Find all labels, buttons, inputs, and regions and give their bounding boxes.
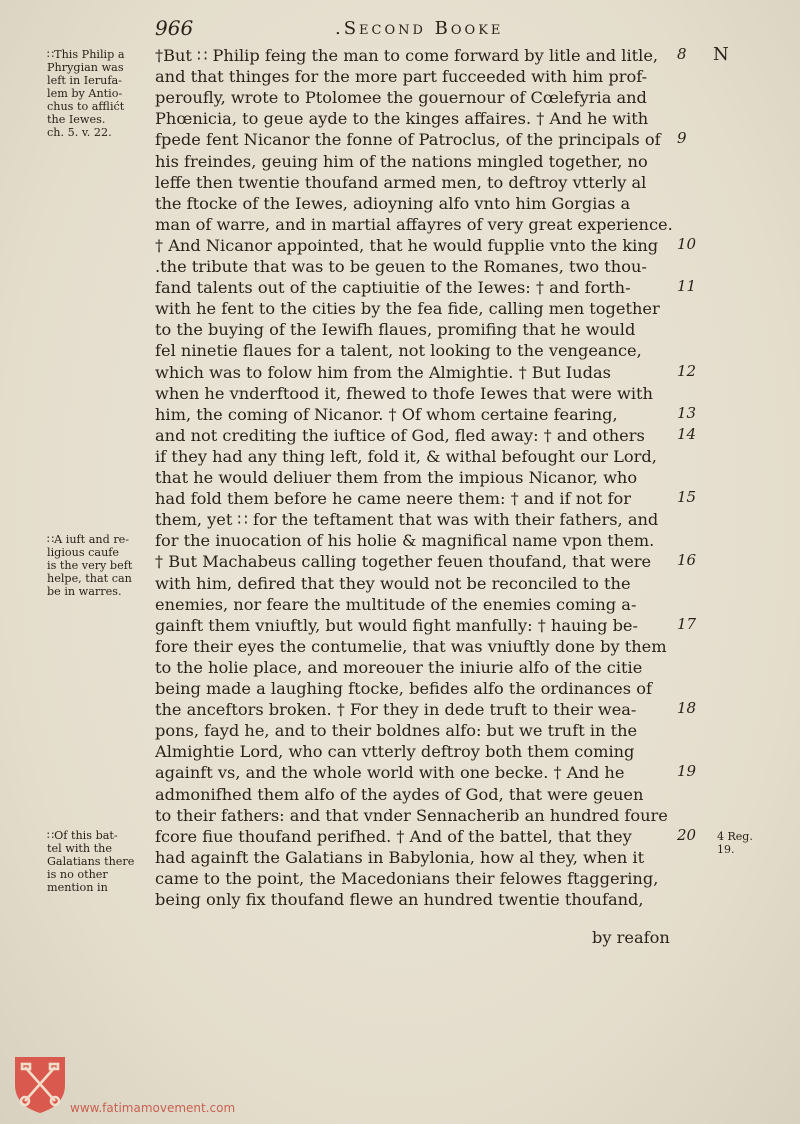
gloss-line: the Iewes. [47, 113, 106, 126]
verse-number: 16 [677, 551, 697, 570]
text-line: admonifhed them alfo of the aydes of God, that were geuen [155, 784, 644, 804]
text-line: peroufly, wrote to Ptolomee the gouernour of Cœlefyria and [155, 88, 647, 108]
gloss-line: ligious caufe [47, 546, 120, 560]
text-line: Phœnicia, to geue ayde to the kinges affaires. † And he with [155, 109, 649, 129]
text-line: being only fix thoufand flewe an hundred twentie thoufand, [155, 890, 644, 909]
cross-reference-line: 4 Reg. [717, 829, 753, 843]
gloss-line: mention in [47, 880, 108, 894]
verse-number: 14 [677, 424, 697, 443]
verse-number: 10 [677, 234, 697, 253]
gloss-line: ∷A iuft and re- [47, 533, 130, 547]
gloss-line: ch. 5. v. 22. [47, 126, 112, 139]
verse-number: 12 [677, 361, 697, 380]
text-line: to their fathers: and that vnder Sennacherib an hundred foure [155, 805, 668, 825]
verse-number: 19 [677, 762, 697, 781]
text-line: fore their eyes the contumelie, that was vniuftly done by them [155, 636, 667, 656]
text-line: when he vnderftood it, fhewed to thofe Iewes that were with [155, 383, 653, 403]
gloss-line: be in warres. [47, 585, 122, 599]
papal-keys-shield-icon [13, 1055, 67, 1115]
text-line: had againft the Galatians in Babylonia, how al they, when it [155, 847, 645, 867]
gloss-line: lem by Antio- [47, 87, 123, 100]
text-line: man of warre, and in martial affayres of very great experience. [155, 214, 673, 234]
verse-number: 20 [677, 825, 697, 844]
gloss-line: ∷Of this bat- [47, 828, 118, 842]
verse-number: 8 [677, 45, 687, 63]
text-line: had fold them before he came neere them: † and if not for [155, 489, 632, 509]
text-line: the anceftors broken. † For they in dede truft to their wea- [155, 700, 637, 720]
text-line: them, yet ∷ for the teftament that was with their fathers, and [155, 510, 659, 530]
text-line: him, the coming of Nicanor. † Of whom certaine fearing, [155, 404, 618, 424]
text-line: enemies, nor feare the multitude of the enemies coming a- [155, 594, 637, 614]
verse-number: 18 [677, 699, 697, 718]
signature-mark: N [713, 44, 729, 65]
verse-number: 17 [677, 614, 697, 633]
gloss-line: tel with the [47, 841, 112, 855]
text-line: the ftocke of the Iewes, adioyning alfo vnto him Gorgias a [155, 193, 631, 213]
gloss-line: is no other [47, 867, 108, 881]
text-line: fcore fiue thoufand perifhed. † And of the battel, that they [155, 826, 632, 846]
margin-gloss [47, 829, 155, 894]
cross-reference-note [717, 830, 753, 856]
text-line: his freindes, geuing him of the nations mingled together, no [155, 151, 648, 171]
text-line: gainft them vniuftly, but would fight manfully: † hauing be- [155, 615, 638, 635]
text-line: and not crediting the iuftice of God, fled away: † and others [155, 425, 645, 445]
text-line: with him, defired that they would not be reconciled to the [155, 573, 631, 593]
margin-gloss [47, 533, 155, 598]
page-number: 966 [155, 16, 194, 40]
page-footer [0, 1050, 800, 1124]
text-line: came to the point, the Macedonians their felowes ftaggering, [155, 868, 659, 888]
website-link[interactable]: www.fatimamovement.com [70, 1101, 236, 1115]
text-line: † And Nicanor appointed, that he would fupplie vnto the king [155, 235, 659, 255]
text-line: that he would deliuer them from the impious Nicanor, who [155, 468, 638, 487]
margin-gloss [47, 48, 155, 139]
gloss-line: ∷This Philip a [47, 48, 125, 61]
gloss-line: Galatians there [47, 854, 135, 868]
text-line: fand talents out of the captiuitie of the Iewes: † and forth- [155, 278, 631, 298]
text-line: which was to folow him from the Almightie. † But Iudas [155, 362, 611, 382]
text-line: with he fent to the cities by the fea fide, calling men together [155, 299, 660, 319]
verse-number: 9 [677, 129, 687, 148]
catchword: by reafon [592, 928, 670, 947]
verse-number: 15 [677, 488, 697, 507]
gloss-line: helpe, that can [47, 572, 132, 586]
text-line: and that thinges for the more part fucceeded with him prof- [155, 67, 648, 87]
text-line: leffe then twentie thoufand armed men, to deftroy vtterly al [155, 172, 647, 192]
cross-reference-line: 19. [717, 842, 735, 856]
text-line: † But Machabeus calling together feuen thoufand, that were [155, 552, 652, 572]
text-line: being made a laughing ftocke, befides alfo the ordinances of [155, 679, 652, 698]
gloss-line: chus to afflićt [47, 100, 125, 113]
text-line: for the inuocation of his holie & magnifical name vpon them. [155, 531, 655, 551]
text-line: to the buying of the Iewifh flaues, promifing that he would [155, 320, 636, 340]
text-line: if they had any thing left, fold it, & withal befought our Lord, [155, 446, 657, 466]
verse-number: 13 [677, 403, 697, 422]
text-line: fpede fent Nicanor the fonne of Patroclus, of the principals of [155, 130, 661, 150]
text-line: againft vs, and the whole world with one becke. † And he [155, 763, 625, 783]
text-line: Almightie Lord, who can vtterly deftroy both them coming [155, 742, 635, 762]
gloss-line: is the very beft [47, 559, 133, 573]
text-line: .the tribute that was to be geuen to the Romanes, two thou- [155, 257, 647, 276]
verse-number: 11 [677, 277, 697, 296]
gloss-line: left in Ierufa- [47, 74, 122, 87]
text-line: pons, fayd he, and to their boldnes alfo: but we truft in the [155, 721, 638, 741]
running-head: .Second Booke [335, 18, 504, 39]
gloss-line: Phrygian was [47, 61, 124, 74]
text-line: fel ninetie flaues for a talent, not looking to the vengeance, [155, 341, 642, 361]
text-line: †But ∷ Philip feing the man to come forward by litle and litle, [155, 46, 659, 65]
text-line: to the holie place, and moreouer the iniurie alfo of the citie [155, 657, 643, 677]
